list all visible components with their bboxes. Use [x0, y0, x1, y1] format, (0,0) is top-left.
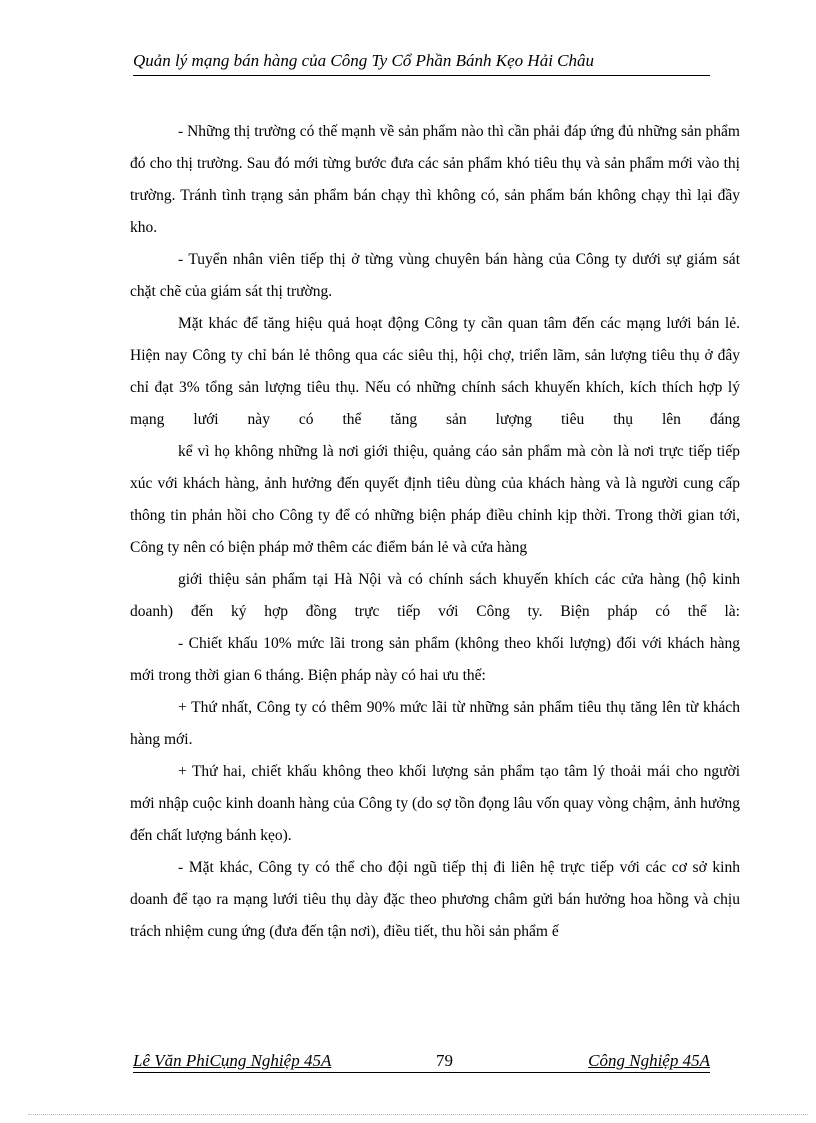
paragraph: - Mặt khác, Công ty có thể cho đội ngũ tiếp thị đi liên hệ trực tiếp với các cơ sở kinh doanh để tạo ra mạng lưới tiêu thụ dày đặc theo phương châm gửi bán hưởng hoa hồng và chịu trách nhiệm cung ứng (đưa đến tận nơi), điều tiết, thu hồi sản phẩm ế	[130, 859, 740, 940]
paragraph: kể vì họ không những là nơi giới thiệu, quảng cáo sản phẩm mà còn là nơi trực tiếp tiếp xúc với khách hàng, ảnh hưởng đến quyết định tiêu dùng của khách hàng và là người cung cấp thông tin phản hồi cho Công ty để có những biện pháp điều chỉnh kịp thời. Trong thời gian tới, Công ty nên có biện pháp mở thêm các điểm bán lẻ và cửa hàng	[130, 443, 740, 556]
page-footer	[133, 1050, 710, 1073]
paragraph: giới thiệu sản phẩm tại Hà Nội và có chính sách khuyến khích các cửa hàng (hộ kinh doanh) đến ký hợp đồng trực tiếp với Công ty. Biện pháp có thể là:	[130, 571, 740, 620]
paragraph: + Thứ nhất, Công ty có thêm 90% mức lãi từ những sản phẩm tiêu thụ tăng lên từ khách hàng mới.	[130, 699, 740, 748]
header-title: Quản lý mạng bán hàng của Công Ty Cổ Phần Bánh Kẹo Hải Châu	[133, 51, 595, 70]
paragraph: - Những thị trường có thế mạnh về sản phẩm nào thì cần phải đáp ứng đủ những sản phẩm đó cho thị trường. Sau đó mới từng bước đưa các sản phẩm khó tiêu thụ và sản phẩm mới vào thị trường. Tránh tình trạng sản phẩm bán chạy thì không có, sản phẩm bán không chạy thì lại đầy kho.	[130, 123, 740, 236]
document-body	[130, 116, 740, 948]
paragraph: + Thứ hai, chiết khấu không theo khối lượng sản phẩm tạo tâm lý thoải mái cho người mới nhập cuộc kinh doanh hàng của Công ty (do sợ tồn đọng lâu vốn quay vòng chậm, ảnh hưởng đến chất lượng bánh kẹo).	[130, 763, 740, 844]
paragraph: Mặt khác để tăng hiệu quả hoạt động Công ty cần quan tâm đến các mạng lưới bán lẻ. Hiện nay Công ty chỉ bán lẻ thông qua các siêu thị, hội chợ, triển lãm, sản lượng tiêu thụ ở đây chỉ đạt 3% tổng sản lượng tiêu thụ. Nếu có những chính sách khuyến khích, kích thích hợp lý mạng lưới này có thể tăng sản lượng tiêu thụ lên đáng	[130, 315, 740, 428]
paragraph: - Tuyển nhân viên tiếp thị ở từng vùng chuyên bán hàng của Công ty dưới sự giám sát chặt chẽ của giám sát thị trường.	[130, 251, 740, 300]
footer-department: Công Nghiệp 45A	[588, 1051, 710, 1070]
footer-author: Lê Văn PhiCụng Nghiệp 45A	[133, 1051, 332, 1070]
page-edge-divider	[28, 1114, 808, 1115]
page-header	[133, 50, 710, 76]
paragraph: - Chiết khấu 10% mức lãi trong sản phẩm (không theo khối lượng) đối với khách hàng mới trong thời gian 6 tháng. Biện pháp này có hai ưu thế:	[130, 635, 740, 684]
page-number: 79	[436, 1051, 453, 1070]
